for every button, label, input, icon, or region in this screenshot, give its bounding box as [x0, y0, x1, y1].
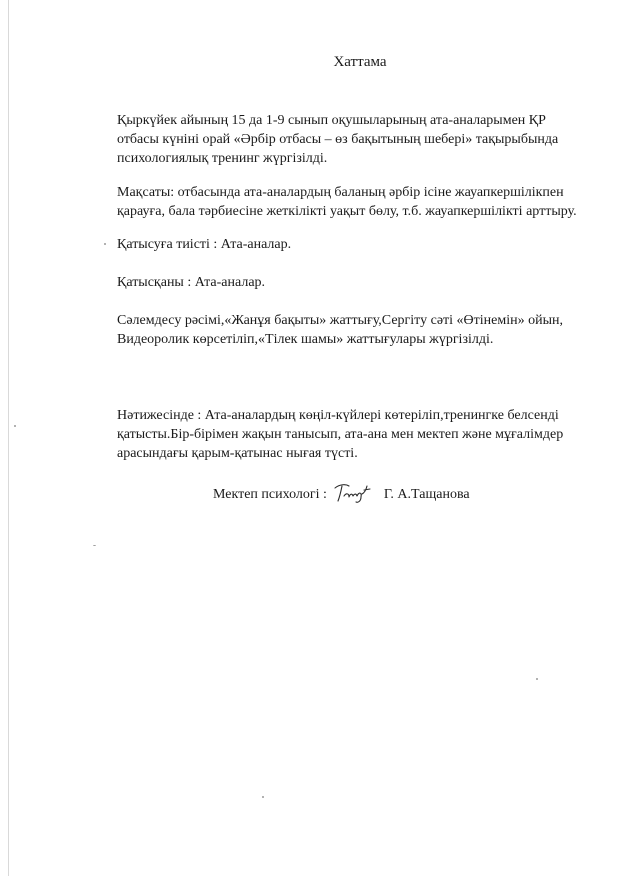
result-paragraph [117, 406, 617, 463]
result-line: қатысты.Бір-бірімен жақын танысып, ата-ана мен мектеп және мұғалімдер [117, 427, 564, 442]
scan-speck [14, 425, 16, 427]
result-line: арасындағы қарым-қатынас нығая түсті. [117, 446, 358, 461]
result-line: Нәтижесінде : Ата-аналардың көңіл-күйлері көтеріліп,тренингке белсенді [117, 408, 559, 423]
present-line: Қатысқаны : Ата-аналар. [117, 275, 266, 290]
handwritten-signature [332, 482, 376, 504]
program-paragraph [117, 311, 617, 349]
scan-speck [104, 243, 106, 245]
invited-line: Қатысуға тиісті : Ата-аналар. [117, 237, 292, 252]
scan-speck [93, 545, 96, 546]
scan-edge-line [8, 0, 9, 876]
intro-line: отбасы күнінi орай «Әрбір отбасы – өз бақытының шебері» тақырыбында [117, 132, 559, 147]
scan-speck [536, 678, 538, 680]
signature-name: Г. А.Тащанова [383, 487, 470, 502]
intro-line: психологиялық тренинг жүргізілді. [117, 151, 328, 166]
goal-paragraph [117, 183, 617, 221]
goal-line: қарауға, бала тәрбиесіне жеткілікті уақыт бөлу, т.б. жауапкершілікті арттыру. [117, 204, 577, 219]
scan-speck [262, 796, 264, 798]
program-line: Сәлемдесу рәсімі,«Жанұя бақыты» жаттығу,Сергіту сәті «Өтінемін» ойын, [117, 313, 563, 328]
intro-paragraph [117, 111, 617, 168]
document-title: Хаттама [333, 54, 387, 70]
program-line: Видеоролик көрсетіліп,«Тілек шамы» жаттығулары жүргізілді. [117, 332, 494, 347]
signature-row [213, 482, 470, 504]
intro-line: Қыркүйек айының 15 да 1-9 сынып оқушыларының ата-аналарымен ҚР [117, 113, 546, 128]
goal-line: Мақсаты: отбасында ата-аналардың баланың әрбір ісіне жауапкершілікпен [117, 185, 564, 200]
signature-role-label: Мектеп психологі : [213, 487, 327, 502]
